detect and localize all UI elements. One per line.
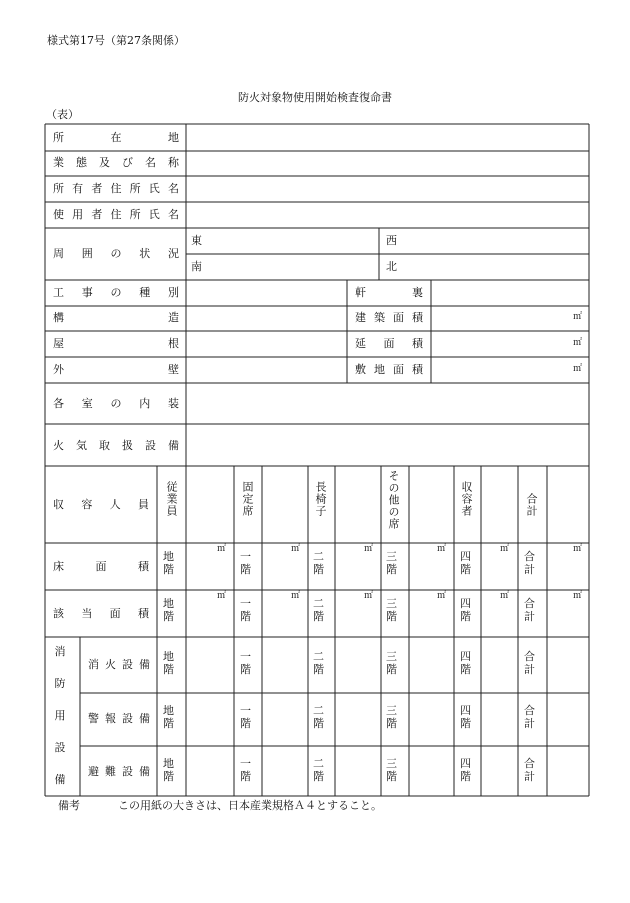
applicable-area-floor-4: 四 階 <box>460 597 471 623</box>
label-location: 所 在 地 <box>53 131 179 144</box>
cap-col-occupants: 収容者 <box>460 481 473 517</box>
label-capacity: 収 容 人 員 <box>53 498 149 511</box>
applicable-area-floor-1: 一 階 <box>240 597 251 623</box>
label-floor-area: 床 面 積 <box>53 560 149 573</box>
label-owner: 所 有 者 住 所 氏 名 <box>53 182 179 195</box>
extinguishing-floor-5: 合 計 <box>524 650 535 676</box>
extinguishing-floor-0: 地 階 <box>163 650 174 676</box>
applicable-area-unit-5: ㎡ <box>573 591 583 601</box>
label-business: 業 態 及 び 名 称 <box>53 156 179 169</box>
floor-area-floor-5: 合 計 <box>524 550 535 576</box>
applicable-area-floor-5: 合 計 <box>524 597 535 623</box>
cap-col-benches: 長椅子 <box>314 481 327 517</box>
floor-area-floor-1: 一 階 <box>240 550 251 576</box>
label-applicable-area: 該 当 面 積 <box>53 607 149 620</box>
cap-col-total: 合計 <box>525 493 538 517</box>
extinguishing-floor-1: 一 階 <box>240 650 251 676</box>
cap-col-employees: 従業員 <box>165 481 178 517</box>
floor-area-floor-3: 三 階 <box>386 550 397 576</box>
applicable-area-unit-3: ㎡ <box>437 591 447 601</box>
applicable-area-unit-1: ㎡ <box>291 591 301 601</box>
label-construction-type: 工 事 の 種 別 <box>53 286 179 299</box>
north-label: 北 <box>386 260 397 273</box>
applicable-area-floor-2: 二 階 <box>313 597 324 623</box>
alarm-floor-2: 二 階 <box>313 704 324 730</box>
applicable-area-unit-0: ㎡ <box>217 591 227 601</box>
label-total-floor-area: 延 面 積 <box>355 337 423 350</box>
side-label: （表） <box>46 108 79 121</box>
evacuation-floor-0: 地 階 <box>163 757 174 783</box>
west-label: 西 <box>386 234 397 247</box>
evacuation-floor-2: 二 階 <box>313 757 324 783</box>
floor-area-unit-2: ㎡ <box>364 544 374 554</box>
form-number: 様式第17号（第27条関係） <box>47 34 185 47</box>
label-structure: 構 造 <box>53 311 179 324</box>
alarm-floor-3: 三 階 <box>386 704 397 730</box>
alarm-floor-5: 合 計 <box>524 704 535 730</box>
extinguishing-floor-3: 三 階 <box>386 650 397 676</box>
floor-area-unit-3: ㎡ <box>437 544 447 554</box>
cap-col-other-seats: その他の席 <box>387 470 400 530</box>
east-label: 東 <box>191 234 202 247</box>
unit-building-area: ㎡ <box>573 312 583 322</box>
label-exterior-wall: 外 壁 <box>53 363 179 376</box>
label-alarm: 警 報 設 備 <box>88 712 150 725</box>
floor-area-floor-0: 地 階 <box>163 550 174 576</box>
label-building-area: 建 築 面 積 <box>355 311 423 324</box>
label-eaves: 軒 裏 <box>355 286 423 299</box>
alarm-floor-4: 四 階 <box>460 704 471 730</box>
unit-site-area: ㎡ <box>573 364 583 374</box>
evacuation-floor-1: 一 階 <box>240 757 251 783</box>
applicable-area-unit-4: ㎡ <box>500 591 510 601</box>
evacuation-floor-4: 四 階 <box>460 757 471 783</box>
label-interior: 各 室 の 内 装 <box>53 397 179 410</box>
floor-area-floor-2: 二 階 <box>313 550 324 576</box>
label-evacuation: 避 難 設 備 <box>88 765 150 778</box>
label-roof: 屋 根 <box>53 337 179 350</box>
unit-total-floor-area: ㎡ <box>573 338 583 348</box>
label-user: 使 用 者 住 所 氏 名 <box>53 208 179 221</box>
extinguishing-floor-4: 四 階 <box>460 650 471 676</box>
footnote-text: この用紙の大きさは、日本産業規格Ａ４とすること。 <box>118 799 382 812</box>
document-title: 防火対象物使用開始検査復命書 <box>238 91 392 104</box>
floor-area-unit-5: ㎡ <box>573 544 583 554</box>
applicable-area-floor-0: 地 階 <box>163 597 174 623</box>
alarm-floor-0: 地 階 <box>163 704 174 730</box>
label-fire-facilities: 消 防 用 設 備 <box>54 645 66 786</box>
alarm-floor-1: 一 階 <box>240 704 251 730</box>
footnote-label: 備考 <box>58 799 80 812</box>
extinguishing-floor-2: 二 階 <box>313 650 324 676</box>
label-site-area: 敷 地 面 積 <box>355 363 423 376</box>
floor-area-floor-4: 四 階 <box>460 550 471 576</box>
label-extinguishing: 消 火 設 備 <box>88 658 150 671</box>
evacuation-floor-5: 合 計 <box>524 757 535 783</box>
cap-col-fixed-seats: 固定席 <box>241 481 254 517</box>
floor-area-unit-0: ㎡ <box>217 544 227 554</box>
label-surroundings: 周 囲 の 状 況 <box>53 247 179 260</box>
south-label: 南 <box>191 260 202 273</box>
floor-area-unit-1: ㎡ <box>291 544 301 554</box>
floor-area-unit-4: ㎡ <box>500 544 510 554</box>
evacuation-floor-3: 三 階 <box>386 757 397 783</box>
label-fire-equipment: 火 気 取 扱 設 備 <box>53 439 179 452</box>
applicable-area-unit-2: ㎡ <box>364 591 374 601</box>
applicable-area-floor-3: 三 階 <box>386 597 397 623</box>
